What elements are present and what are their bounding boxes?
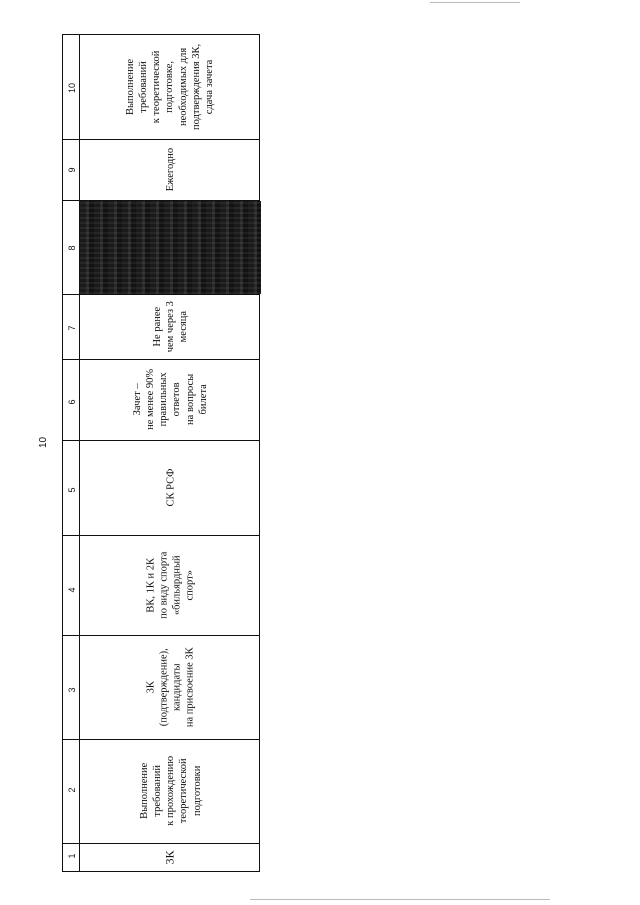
cell-frequency: Ежегодно (164, 147, 176, 192)
column-number-3: 3 (67, 687, 77, 693)
column-number-6: 6 (67, 399, 77, 405)
scan-artifact (430, 2, 520, 3)
column-number-10: 10 (67, 83, 77, 94)
requirements-table (62, 34, 260, 872)
column-number-2: 2 (67, 787, 77, 793)
column-number-7: 7 (67, 325, 77, 331)
cell-organizer: СК РСФ (164, 468, 176, 507)
column-number-9: 9 (67, 167, 77, 173)
column-number-1: 1 (67, 853, 77, 859)
column-number-5: 5 (67, 487, 77, 493)
cell-pass-criteria: Зачет – не менее 90% правильных ответов на вопросы билета (132, 368, 209, 431)
column-number-strip (63, 35, 80, 871)
cell-requirement-description: Выполнение требований к теоретической подготовке, необходимых для подтверждения 3К, сдача зачета (125, 43, 216, 131)
cell-qualification: 3К (162, 849, 177, 865)
cell-retake-period: Не ранее чем через 3 месяца (151, 300, 190, 353)
scan-artifact (250, 899, 550, 900)
column-number-4: 4 (67, 587, 77, 593)
column-number-8: 8 (67, 245, 77, 251)
cell-examiners: ВК, 1К и 2К по виду спорта «бильярдный спорт» (145, 551, 196, 619)
page-number: 10 (38, 436, 49, 448)
redacted-cell (80, 201, 261, 294)
cell-applicants: 3К (подтверждение), кандидаты на присвоение 3К (145, 647, 196, 727)
cell-requirement: Выполнение требований к прохождению теоретической подготовки (138, 756, 203, 826)
